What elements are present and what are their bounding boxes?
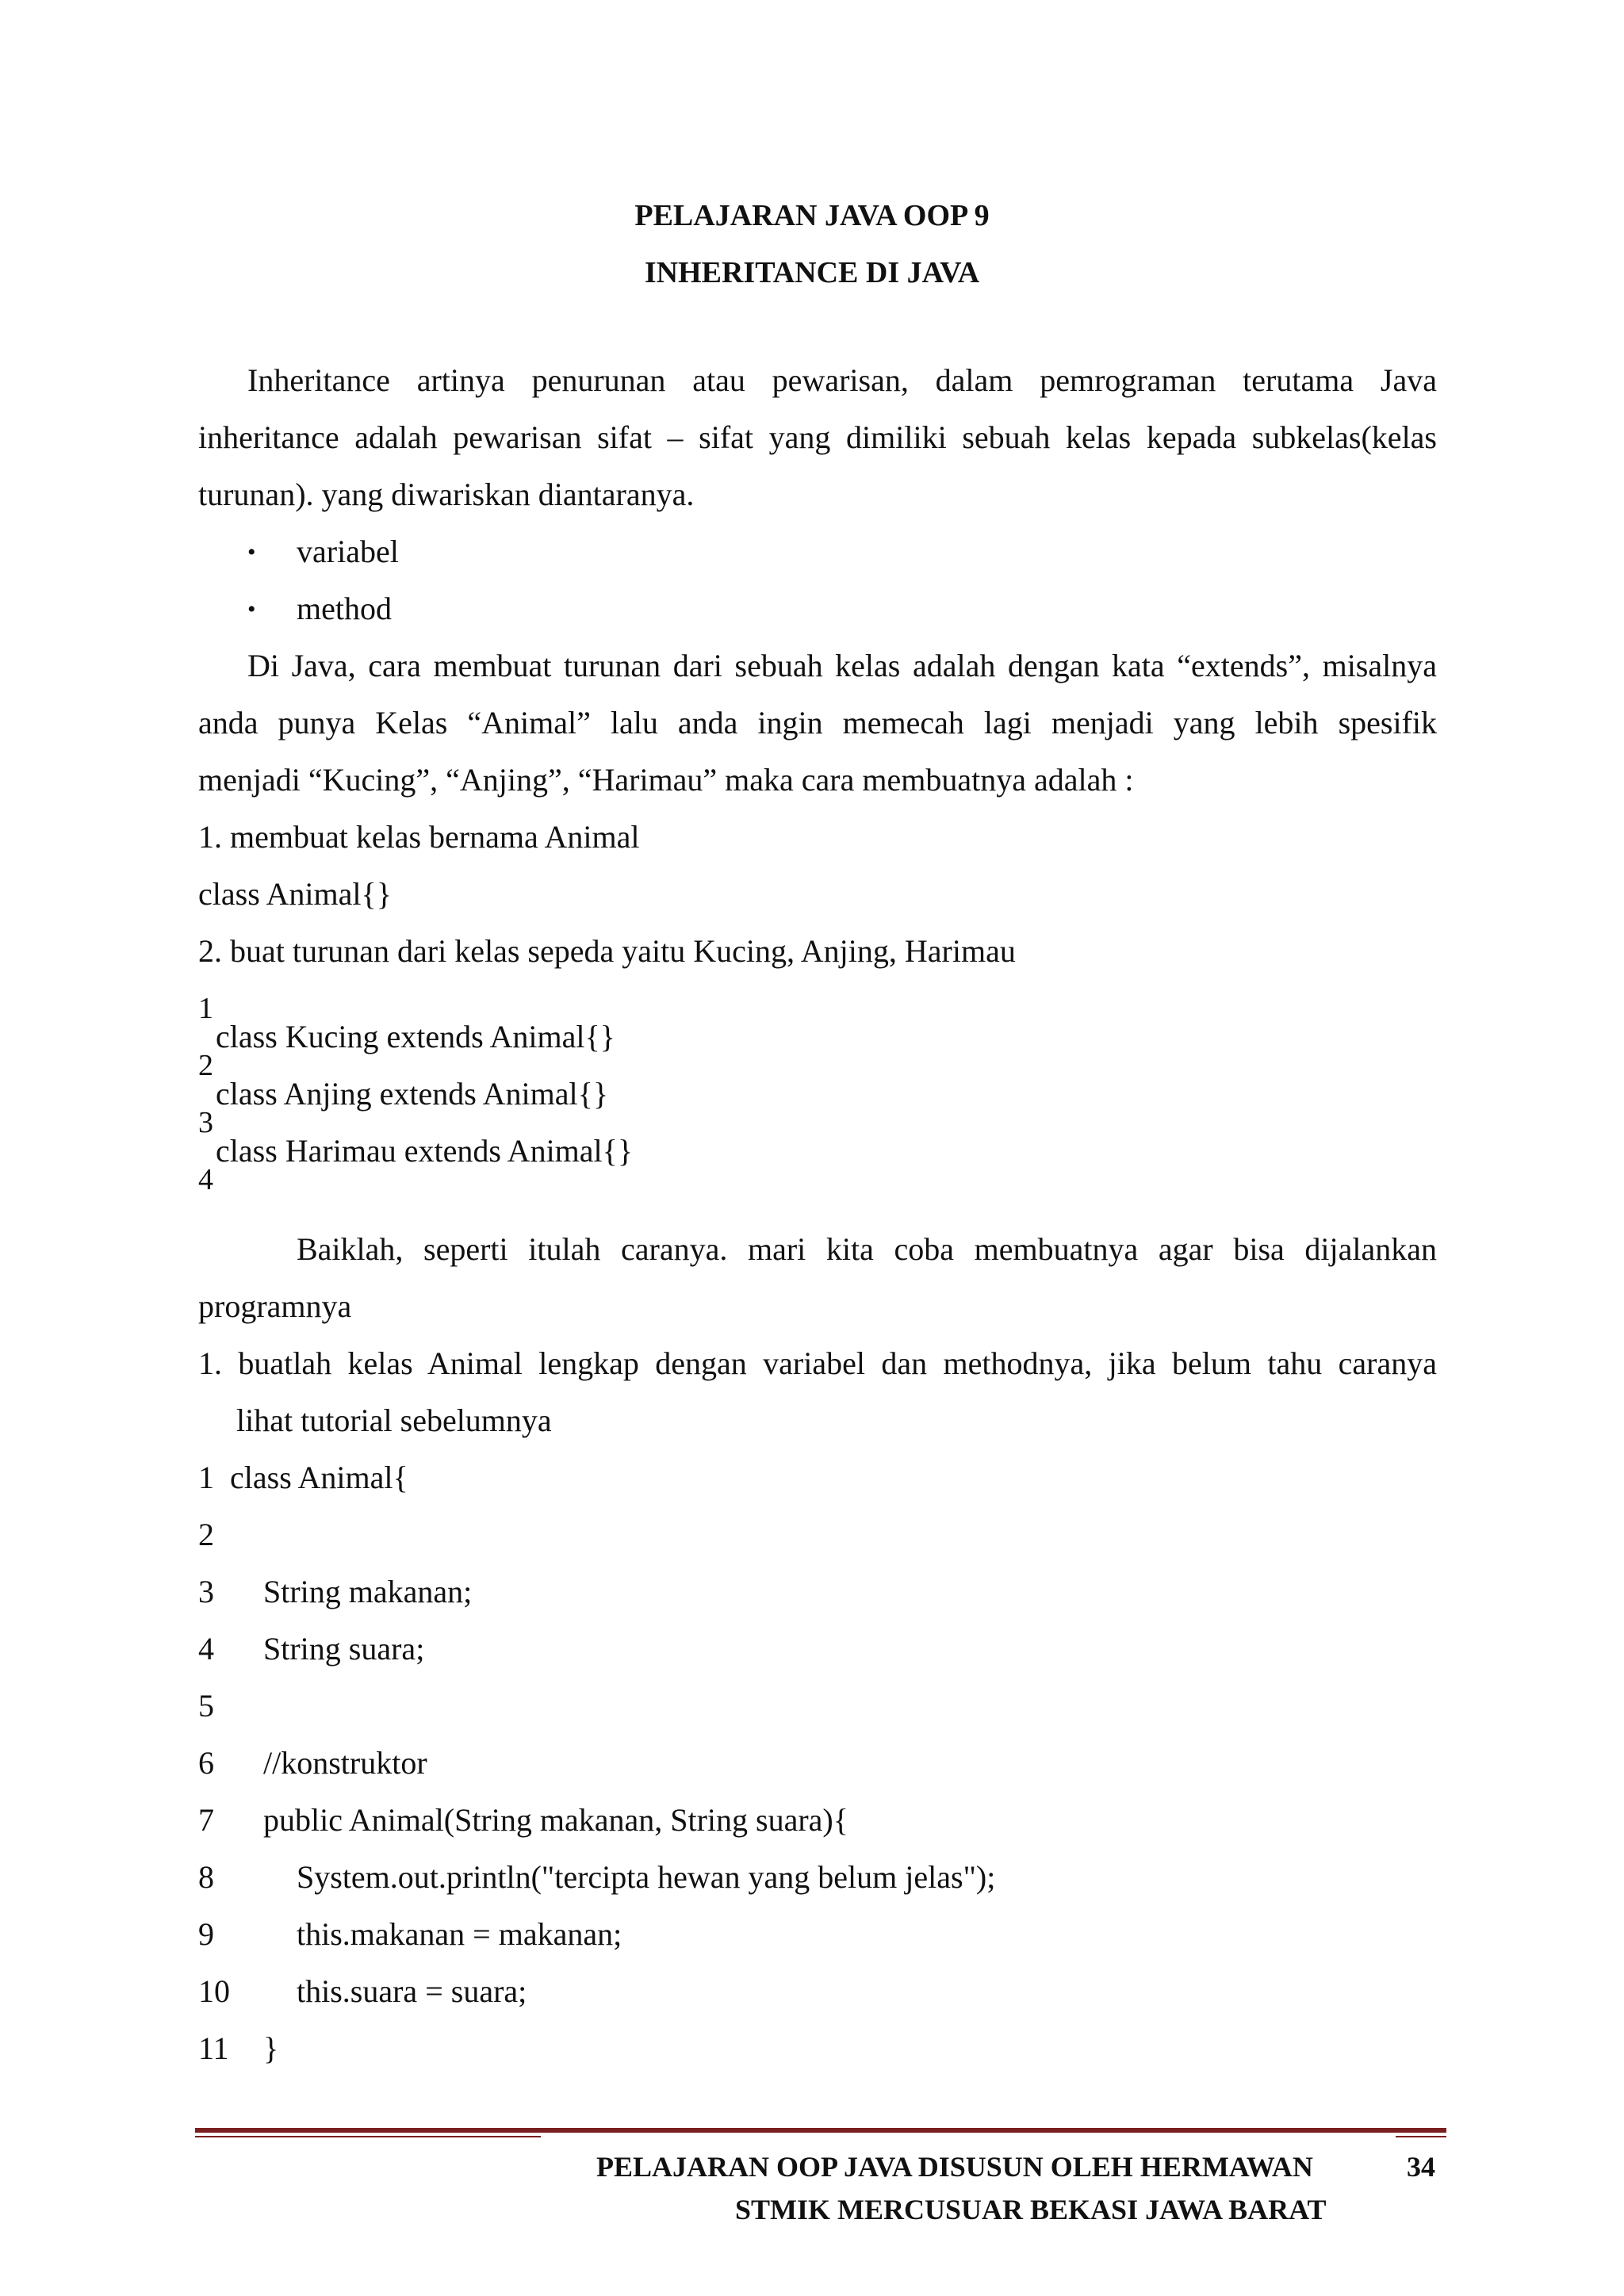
snippet-code-line: class Kucing extends Animal{} [216,1019,615,1054]
footer-rule-thin-left [195,2136,541,2137]
step-2-text: 2. buat turunan dari kelas sepeda yaitu Kucing, Anjing, Harimau [198,933,1016,969]
bullet-icon: • [247,539,256,565]
code-line-number: 11 [198,2030,229,2066]
para3-line-1: Baiklah, seperti itulah caranya. mari kita coba membuatnya agar bisa dijalankan [297,1231,1437,1267]
footer-author: PELAJARAN OOP JAVA DISUSUN OLEH HERMAWAN [596,2151,1313,2183]
code-line: public Animal(String makanan, String suara){ [263,1802,848,1838]
snippet-line-number: 3 [198,1106,213,1139]
snippet-line-number: 2 [198,1049,213,1082]
step-3-line-2: lihat tutorial sebelumnya [236,1402,552,1438]
code-line-number: 7 [198,1802,214,1838]
snippet-code-line: class Anjing extends Animal{} [216,1076,609,1112]
footer-institution: STMIK MERCUSUAR BEKASI JAWA BARAT [735,2194,1327,2225]
code-line: this.suara = suara; [297,1973,527,2009]
footer-rule-thin-right [1396,2136,1446,2137]
footer-rule-thick [195,2128,1446,2133]
code-line-number: 4 [198,1631,214,1667]
step-1-text: 1. membuat kelas bernama Animal [198,819,640,855]
snippet-line-number: 1 [198,992,213,1025]
page-subtitle: INHERITANCE DI JAVA [644,256,980,289]
bullet-item: method [297,591,392,626]
page-number: 34 [1407,2151,1435,2183]
para3-line-2: programnya [198,1288,352,1324]
para2-line-3: menjadi “Kucing”, “Anjing”, “Harimau” maka cara membuatnya adalah : [198,762,1134,798]
bullet-item: variabel [297,534,399,569]
intro-line-1: Inheritance artinya penurunan atau pewarisan, dalam pemrograman terutama Java [247,362,1437,398]
code-line: String suara; [263,1631,425,1667]
code-line: this.makanan = makanan; [297,1916,622,1952]
step-3-line-1: 1. buatlah kelas Animal lengkap dengan variabel dan methodnya, jika belum tahu caranya [198,1345,1437,1381]
code-line: //konstruktor [263,1745,427,1781]
code-line-number: 3 [198,1574,214,1609]
code-line-number: 10 [198,1973,230,2009]
code-line: String makanan; [263,1574,473,1609]
bullet-icon: • [247,596,256,622]
code-line: System.out.println("tercipta hewan yang belum jelas"); [297,1859,996,1895]
para2-line-1: Di Java, cara membuat turunan dari sebuah kelas adalah dengan kata “extends”, misalnya [247,648,1437,683]
para2-line-2: anda punya Kelas “Animal” lalu anda ingin memecah lagi menjadi yang lebih spesifik [198,705,1437,740]
page-title: PELAJARAN JAVA OOP 9 [634,199,990,232]
code-line-number: 5 [198,1688,214,1724]
code-line: class Animal{ [230,1460,408,1495]
code-line-number: 2 [198,1517,214,1552]
snippet-line-number: 4 [198,1163,213,1196]
code-line-number: 6 [198,1745,214,1781]
intro-line-3: turunan). yang diwariskan diantaranya. [198,476,695,512]
code-line-number: 9 [198,1916,214,1952]
code-line-number: 8 [198,1859,214,1895]
code-line-number: 1 [198,1460,214,1495]
snippet-code-line: class Harimau extends Animal{} [216,1133,634,1169]
step-1-code: class Animal{} [198,876,392,912]
intro-line-2: inheritance adalah pewarisan sifat – sifat yang dimiliki sebuah kelas kepada subkelas(kelas [198,419,1437,455]
code-line: } [263,2030,279,2066]
